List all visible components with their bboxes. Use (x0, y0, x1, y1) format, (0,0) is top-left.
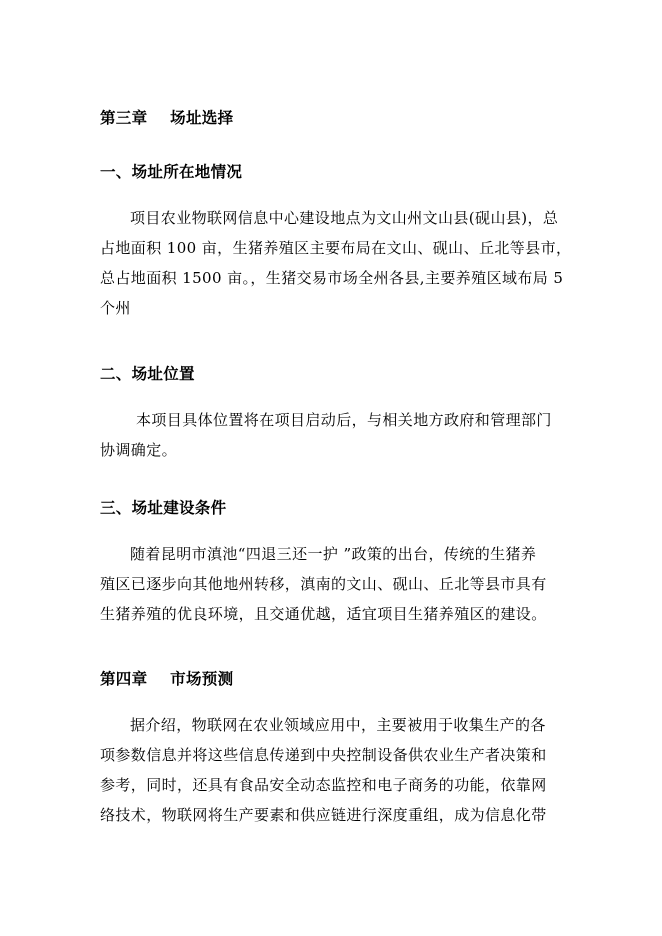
paragraph-line: 项参数信息并将这些信息传递到中央控制设备供农业生产者决策和 (100, 746, 547, 764)
paragraph-line: 随着昆明市滇池“四退三还一护 ”政策的出台，传统的生猪养 (130, 545, 537, 563)
paragraph-line: 殖区已逐步向其他地州转移，滇南的文山、砚山、丘北等县市具有 (100, 575, 547, 593)
paragraph-line: 总占地面积 1500 亩。，生猪交易市场全州各县,主要养殖区域布局 5 (100, 269, 564, 287)
chapter-4-heading: 第四章 市场预测 (100, 669, 234, 688)
section-3-heading: 三、场址建设条件 (100, 498, 227, 517)
section-3-paragraph (100, 539, 565, 629)
chapter-3-heading: 第三章 场址选择 (100, 108, 234, 127)
paragraph-line: 参考，同时，还具有食品安全动态监控和电子商务的功能，依靠网 (100, 776, 547, 794)
paragraph-line: 生猪养殖的优良环境，且交通优越，适宜项目生猪养殖区的建设。 (100, 605, 547, 623)
paragraph-line: 协调确定。 (100, 441, 178, 459)
section-2-paragraph (100, 405, 565, 465)
paragraph-line: 络技术，物联网将生产要素和供应链进行深度重组，成为信息化带 (100, 806, 547, 824)
paragraph-line: 项目农业物联网信息中心建设地点为文山州文山县(砚山县)，总 (130, 209, 559, 227)
section-1-heading: 一、场址所在地情况 (100, 162, 243, 181)
section-2-heading: 二、场址位置 (100, 364, 195, 383)
section-1-paragraph (100, 203, 572, 323)
paragraph-line: 本项目具体位置将在项目启动后，与相关地方政府和管理部门 (136, 411, 552, 429)
paragraph-line: 占地面积 100 亩，生猪养殖区主要布局在文山、砚山、丘北等县市， (100, 239, 572, 257)
chapter-4-paragraph (100, 710, 565, 830)
paragraph-line: 据介绍，物联网在农业领域应用中，主要被用于收集生产的各 (130, 716, 546, 734)
paragraph-line: 个州 (100, 299, 131, 317)
